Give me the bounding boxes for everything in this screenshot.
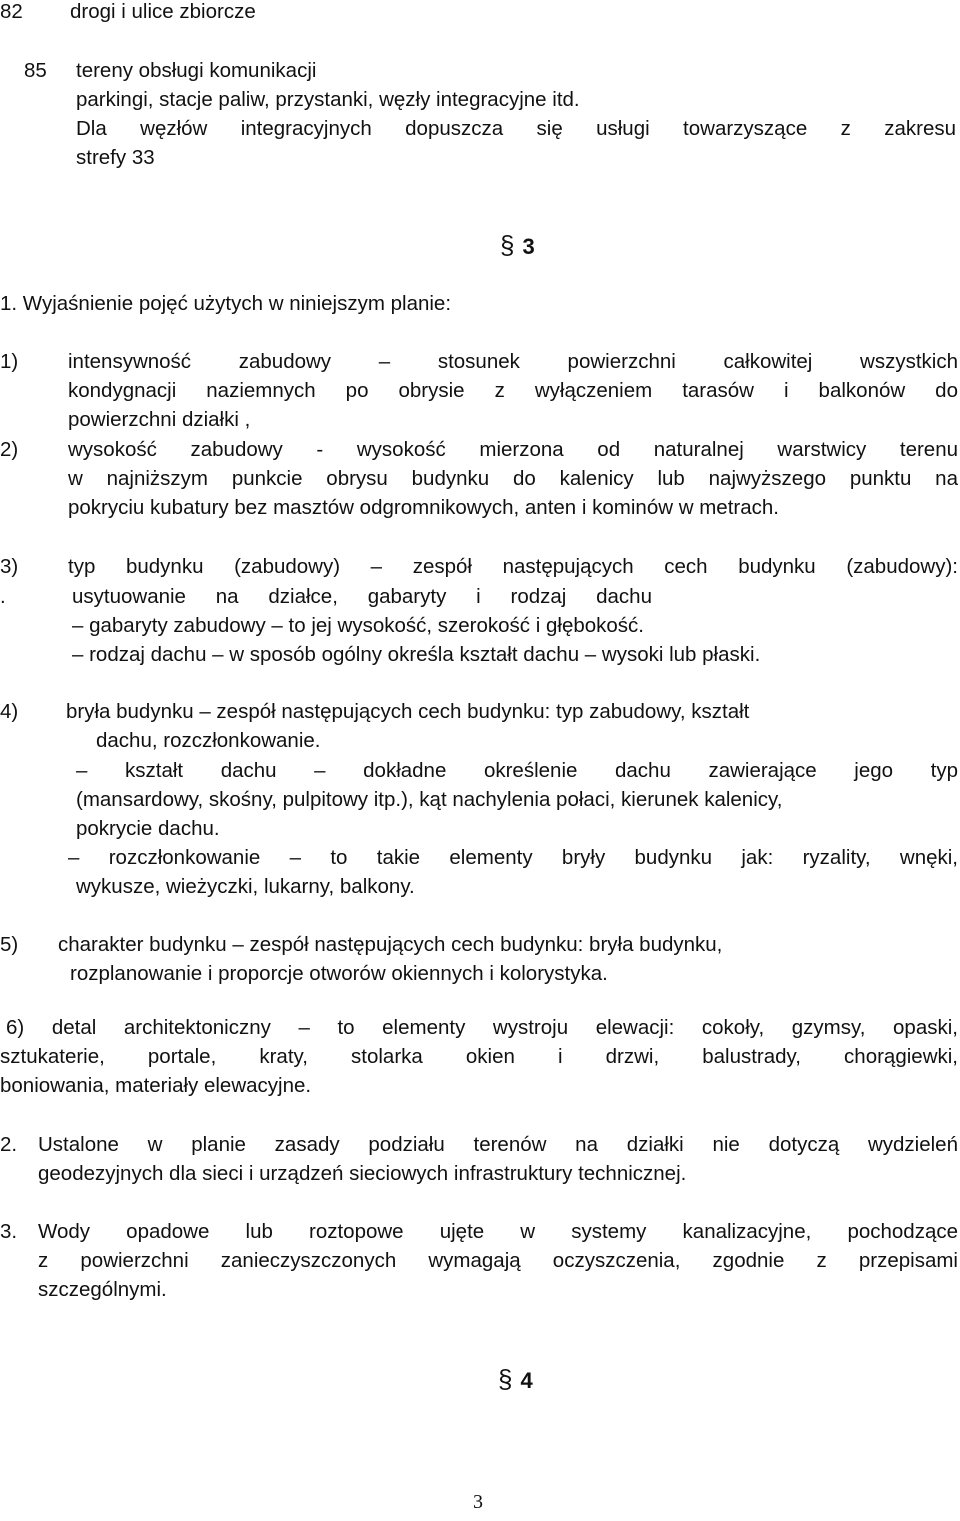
zone-82-code: 82 bbox=[0, 0, 23, 23]
definition-2-line3: pokryciu kubatury bez masztów odgromnikowych, anten i kominów w metrach. bbox=[68, 496, 779, 519]
item-2-number: 2. bbox=[0, 1133, 18, 1156]
definition-4-line4: (mansardowy, skośny, pulpitowy itp.), kąt nachylenia połaci, kierunek kalenicy, bbox=[76, 788, 783, 811]
zone-85-line1: parkingi, stacje paliw, przystanki, węzły integracyjne itd. bbox=[76, 88, 580, 111]
definition-3-line3: – gabaryty zabudowy – to jej wysokość, szerokość i głębokość. bbox=[72, 614, 644, 637]
definition-2-line1: wysokość zabudowy - wysokość mierzona od naturalnej warstwicy terenu bbox=[68, 438, 958, 461]
definition-4-line3: – kształt dachu – dokładne określenie dachu zawierające jego typ bbox=[76, 759, 958, 782]
definition-6-line3: boniowania, materiały elewacyjne. bbox=[0, 1074, 312, 1097]
definition-1-line2: kondygnacji naziemnych po obrysie z wyłączeniem tarasów i balkonów do bbox=[68, 379, 958, 402]
section-sign: § bbox=[500, 230, 515, 260]
definition-2-number: 2) bbox=[0, 438, 19, 461]
definition-4-line5: pokrycie dachu. bbox=[76, 817, 220, 840]
item-3-line3: szczególnymi. bbox=[38, 1278, 167, 1301]
definition-4-line2: dachu, rozczłonkowanie. bbox=[96, 729, 321, 752]
zone-82-name: drogi i ulice zbiorcze bbox=[70, 0, 256, 23]
paragraph-3-heading bbox=[500, 232, 535, 260]
definition-6-line1: 6) detal architektoniczny – to elementy wystroju elewacji: cokoły, gzymsy, opaski, bbox=[6, 1016, 958, 1039]
definition-3-line1: typ budynku (zabudowy) – zespół następujących cech budynku (zabudowy): bbox=[68, 555, 958, 578]
definition-1-line1: intensywność zabudowy – stosunek powierzchni całkowitej wszystkich bbox=[68, 350, 958, 373]
definition-4-line1: bryła budynku – zespół następujących cech budynku: typ zabudowy, kształt bbox=[66, 700, 750, 723]
page-number: 3 bbox=[473, 1491, 483, 1513]
zone-85-line2: Dla węzłów integracyjnych dopuszcza się usługi towarzyszące z zakresu bbox=[76, 117, 956, 140]
zone-85-name: tereny obsługi komunikacji bbox=[76, 59, 317, 82]
definition-4-line6: – rozczłonkowanie – to takie elementy bryły budynku jak: ryzality, wnęki, bbox=[68, 846, 958, 869]
section-sign: § bbox=[498, 1364, 513, 1394]
definition-6-line2: sztukaterie, portale, kraty, stolarka okien i drzwi, balustrady, chorągiewki, bbox=[0, 1045, 958, 1068]
definition-3-line2: usytuowanie na działce, gabaryty i rodzaj dachu bbox=[72, 585, 652, 608]
definition-4-number: 4) bbox=[0, 700, 19, 723]
definition-3-dot: . bbox=[0, 585, 6, 608]
paragraph-4-heading bbox=[498, 1366, 533, 1394]
item-3-line2: z powierzchni zanieczyszczonych wymagają oczyszczenia, zgodnie z przepisami bbox=[38, 1249, 958, 1272]
paragraph-3-intro: 1. Wyjaśnienie pojęć użytych w niniejszym planie: bbox=[0, 292, 452, 315]
definition-5-line2: rozplanowanie i proporcje otworów okiennych i kolorystyka. bbox=[70, 962, 608, 985]
zone-85-code: 85 bbox=[24, 59, 47, 82]
paragraph-3-number: 3 bbox=[522, 234, 535, 259]
paragraph-4-number: 4 bbox=[520, 1368, 533, 1393]
definition-2-line2: w najniższym punkcie obrysu budynku do kalenicy lub najwyższego punktu na bbox=[68, 467, 958, 490]
definition-1-number: 1) bbox=[0, 350, 19, 373]
definition-1-line3: powierzchni działki , bbox=[68, 408, 251, 431]
item-3-line1: Wody opadowe lub roztopowe ujęte w systemy kanalizacyjne, pochodzące bbox=[38, 1220, 958, 1243]
item-2-line1: Ustalone w planie zasady podziału terenów na działki nie dotyczą wydzieleń bbox=[38, 1133, 958, 1156]
item-2-line2: geodezyjnych dla sieci i urządzeń sieciowych infrastruktury technicznej. bbox=[38, 1162, 687, 1185]
item-3-number: 3. bbox=[0, 1220, 18, 1243]
definition-5-line1: charakter budynku – zespół następujących cech budynku: bryła budynku, bbox=[58, 933, 723, 956]
definition-5-number: 5) bbox=[0, 933, 19, 956]
definition-3-line4: – rodzaj dachu – w sposób ogólny określa kształt dachu – wysoki lub płaski. bbox=[72, 643, 761, 666]
definition-4-line7: wykusze, wieżyczki, lukarny, balkony. bbox=[76, 875, 415, 898]
definition-3-number: 3) bbox=[0, 555, 19, 578]
zone-85-line3: strefy 33 bbox=[76, 146, 155, 169]
